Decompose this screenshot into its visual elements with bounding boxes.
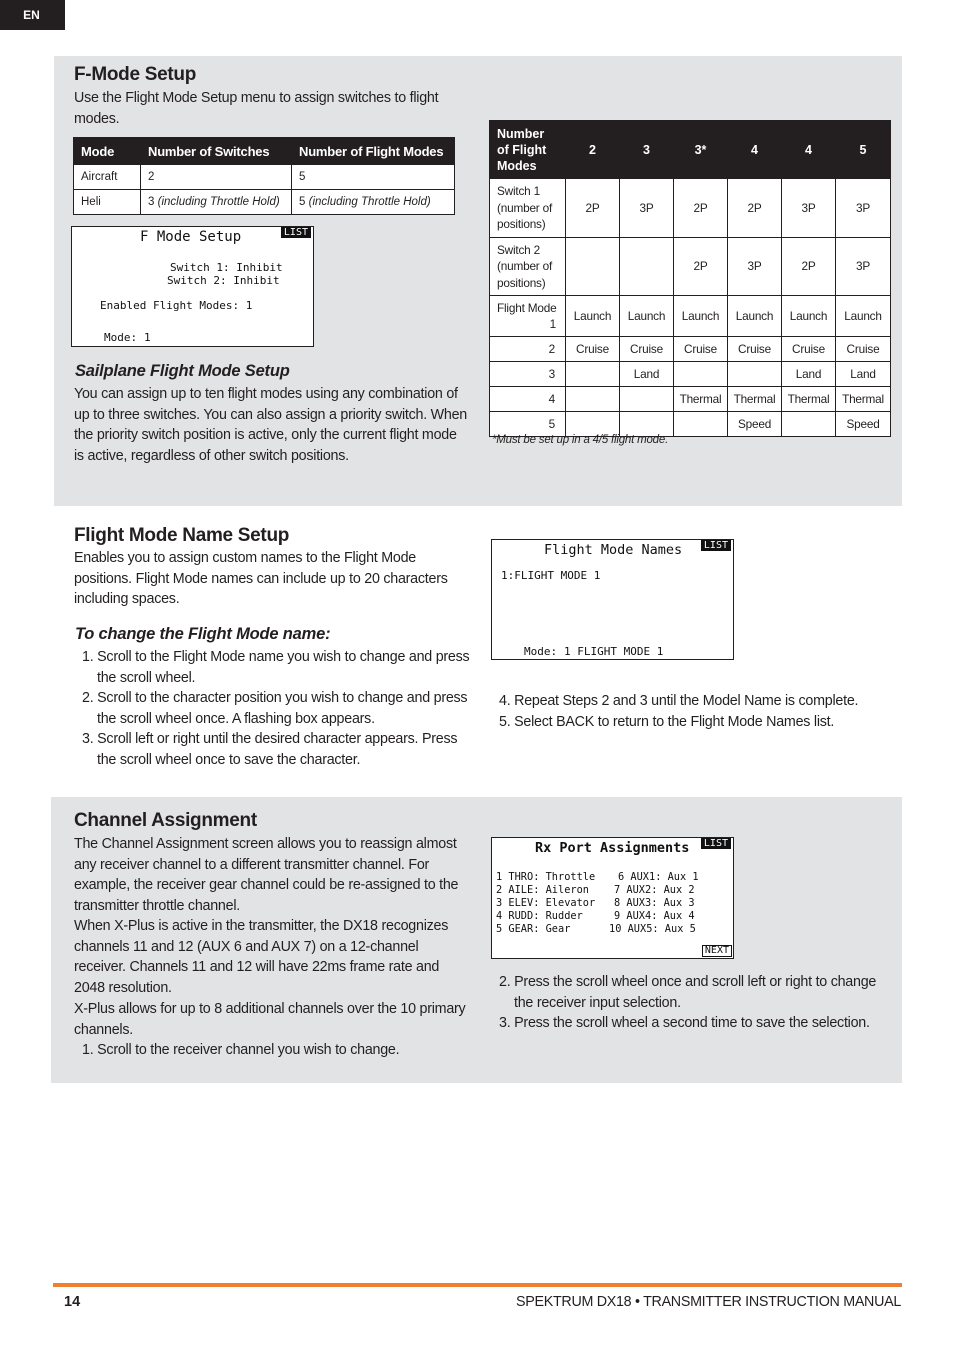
row-label: 5 xyxy=(490,412,566,437)
list-item: 2. Scroll to the character position you wish to change and press the scroll wheel once. A flashing box appears. xyxy=(82,690,468,727)
grid-cell: 3P xyxy=(782,179,836,238)
grid-corner: Number of Flight Modes xyxy=(490,121,566,179)
fmode-setup-screen xyxy=(71,226,314,347)
channel-text1: The Channel Assignment screen allows you to reassign almost any receiver channel to a different transmitter channel. For example, the receiver gear channel could be re-assigned to the transmitter throttle channel. xyxy=(74,836,459,915)
rx-left-1: 1 THRO: Throttle xyxy=(496,871,596,883)
grid-cell: Speed xyxy=(836,412,891,437)
flight-mode-names-screen xyxy=(491,539,734,660)
list-item: 1. Scroll to the receiver channel you wish to change. xyxy=(82,1042,400,1058)
table-cell: 3 (including Throttle Hold) xyxy=(141,190,292,215)
names-howto-title: To change the Flight Mode name: xyxy=(75,625,331,643)
row-label: 4 xyxy=(490,387,566,412)
rx-right-3: 8 AUX3: Aux 3 xyxy=(614,897,695,909)
grid-cell: Launch xyxy=(674,296,728,337)
names-intro: Enables you to assign custom names to the Flight Mode positions. Flight Mode names can include up to 20 characters including spaces. xyxy=(74,550,448,608)
sailplane-text: You can assign up to ten flight modes using any combination of up to three switches. You can also assign a priority switch. When the priority switch position is active, only the current flight mode is active, regardless of other switch positions. xyxy=(74,386,468,465)
mode-label: Mode: xyxy=(524,645,558,658)
channel-steps xyxy=(74,1040,474,1061)
grid-cell xyxy=(620,412,674,437)
rx-left-2: 2 AILE: Aileron xyxy=(496,884,589,896)
grid-cell: 3P xyxy=(836,237,891,296)
grid-cell: Launch xyxy=(836,296,891,337)
page-number: 14 xyxy=(64,1294,81,1310)
channel-steps-right xyxy=(491,972,891,1034)
rx-left-4: 4 RUDD: Rudder xyxy=(496,910,583,922)
grid-cell: Cruise xyxy=(566,337,620,362)
grid-cell: 2P xyxy=(782,237,836,296)
grid-cell: 2P xyxy=(566,179,620,238)
grid-cell: Thermal xyxy=(836,387,891,412)
fmode-intro: Use the Flight Mode Setup menu to assign switches to flight modes. xyxy=(74,90,439,127)
grid-cell: Land xyxy=(620,362,674,387)
enabled-modes-line: Enabled Flight Modes: 1 xyxy=(100,299,253,312)
grid-cell xyxy=(674,362,728,387)
grid-cell xyxy=(620,237,674,296)
grid-col-header: 5 xyxy=(836,121,891,179)
grid-cell: Thermal xyxy=(674,387,728,412)
mode-table xyxy=(73,137,455,215)
footer-rule xyxy=(53,1283,902,1287)
channel-text3: X-Plus allows for up to 8 additional channels over the 10 primary channels. xyxy=(74,1001,466,1038)
grid-cell: Speed xyxy=(728,412,782,437)
grid-cell: 3P xyxy=(836,179,891,238)
mode-label: Mode: xyxy=(104,331,138,344)
names-steps-right xyxy=(491,691,891,732)
table-row xyxy=(74,165,455,190)
grid-col-header: 2 xyxy=(566,121,620,179)
rx-right-5: 10 AUX5: Aux 5 xyxy=(609,923,696,935)
grid-cell xyxy=(566,237,620,296)
grid-cell xyxy=(728,362,782,387)
list-tag: LIST xyxy=(701,540,731,551)
rx-left-5: 5 GEAR: Gear xyxy=(496,923,571,935)
switch2-line: Switch 2: Inhibit xyxy=(167,274,280,287)
grid-cell xyxy=(566,362,620,387)
row-label: Switch 1 (number of positions) xyxy=(490,179,566,238)
screen-title: F Mode Setup xyxy=(140,229,242,245)
grid-cell xyxy=(620,387,674,412)
rx-right-1: 6 AUX1: Aux 1 xyxy=(618,871,699,883)
mode-table-header: Number of Flight Modes xyxy=(292,138,455,165)
table-cell: 2 xyxy=(141,165,292,190)
list-item: 2. Press the scroll wheel once and scroll left or right to change the receiver input selection. xyxy=(499,974,877,1011)
row-label: Switch 2 (number of positions) xyxy=(490,237,566,296)
table-row xyxy=(490,362,891,387)
grid-cell xyxy=(566,412,620,437)
list-item: 1. Scroll to the Flight Mode name you wish to change and press the scroll wheel. xyxy=(82,649,470,686)
row-label: Flight Mode 1 xyxy=(490,296,566,337)
next-tag: NEXT xyxy=(702,945,732,957)
language-tab: EN xyxy=(0,0,65,30)
screen-title: Flight Mode Names xyxy=(544,542,683,558)
table-row xyxy=(490,387,891,412)
grid-cell: Launch xyxy=(782,296,836,337)
grid-cell: Cruise xyxy=(836,337,891,362)
grid-cell: Launch xyxy=(620,296,674,337)
screen-title: Rx Port Assignments xyxy=(535,840,690,856)
grid-cell xyxy=(566,387,620,412)
grid-cell: Thermal xyxy=(782,387,836,412)
table-row xyxy=(490,337,891,362)
table-cell: 5 xyxy=(292,165,455,190)
mode-value: 1 FLIGHT MODE 1 xyxy=(564,645,664,658)
grid-cell: Land xyxy=(836,362,891,387)
channel-title: Channel Assignment xyxy=(74,810,257,831)
grid-cell: 2P xyxy=(674,237,728,296)
row-label: 3 xyxy=(490,362,566,387)
channel-text2: When X-Plus is active in the transmitter, the DX18 recognizes channels 11 and 12 (AUX 6 and AUX 7) on a 12-channel receiver. Channels 11 and 12 will have 22ms frame rate and 2048 resolution. xyxy=(74,918,449,997)
grid-col-header: 3 xyxy=(620,121,674,179)
grid-footnote: *Must be set up in a 4/5 flight mode. xyxy=(492,434,669,446)
table-row xyxy=(490,179,891,238)
list-item: 3. Scroll left or right until the desired character appears. Press the scroll wheel once to save the character. xyxy=(82,731,458,768)
mode-table-header: Number of Switches xyxy=(141,138,292,165)
table-row xyxy=(490,237,891,296)
switch1-line: Switch 1: Inhibit xyxy=(170,261,283,274)
name-line: 1:FLIGHT MODE 1 xyxy=(501,569,601,582)
grid-cell: Cruise xyxy=(728,337,782,362)
grid-cell: 2P xyxy=(674,179,728,238)
grid-cell: Land xyxy=(782,362,836,387)
list-tag: LIST xyxy=(281,227,311,238)
grid-cell: Launch xyxy=(728,296,782,337)
grid-cell: 2P xyxy=(728,179,782,238)
names-title: Flight Mode Name Setup xyxy=(74,525,290,546)
list-item: 4. Repeat Steps 2 and 3 until the Model Name is complete. xyxy=(499,693,859,709)
fmode-title: F-Mode Setup xyxy=(74,64,196,85)
grid-cell: Cruise xyxy=(782,337,836,362)
rx-right-2: 7 AUX2: Aux 2 xyxy=(614,884,695,896)
flight-mode-grid xyxy=(489,120,891,437)
table-cell: Aircraft xyxy=(74,165,141,190)
grid-cell xyxy=(782,412,836,437)
table-row xyxy=(490,296,891,337)
list-tag: LIST xyxy=(701,838,731,849)
list-item: 5. Select BACK to return to the Flight Mode Names list. xyxy=(499,713,835,730)
table-row xyxy=(490,412,891,437)
rx-port-assignments-screen xyxy=(491,837,734,959)
mode-table-header: Mode xyxy=(74,138,141,165)
grid-col-header: 4 xyxy=(728,121,782,179)
names-steps xyxy=(74,647,474,771)
grid-cell: Thermal xyxy=(728,387,782,412)
grid-col-header: 3* xyxy=(674,121,728,179)
grid-cell: Cruise xyxy=(674,337,728,362)
manual-title: SPEKTRUM DX18 • TRANSMITTER INSTRUCTION MANUAL xyxy=(516,1294,901,1310)
list-item: 3. Press the scroll wheel a second time to save the selection. xyxy=(499,1015,870,1032)
table-cell: 5 (including Throttle Hold) xyxy=(292,190,455,215)
grid-cell xyxy=(674,412,728,437)
row-label: 2 xyxy=(490,337,566,362)
grid-col-header: 4 xyxy=(782,121,836,179)
grid-cell: 3P xyxy=(620,179,674,238)
rx-right-4: 9 AUX4: Aux 4 xyxy=(614,910,695,922)
grid-cell: Cruise xyxy=(620,337,674,362)
grid-cell: Launch xyxy=(566,296,620,337)
table-row xyxy=(74,190,455,215)
mode-value: 1 xyxy=(144,331,151,344)
rx-left-3: 3 ELEV: Elevator xyxy=(496,897,596,909)
sailplane-title: Sailplane Flight Mode Setup xyxy=(75,362,290,380)
table-cell: Heli xyxy=(74,190,141,215)
grid-cell: 3P xyxy=(728,237,782,296)
